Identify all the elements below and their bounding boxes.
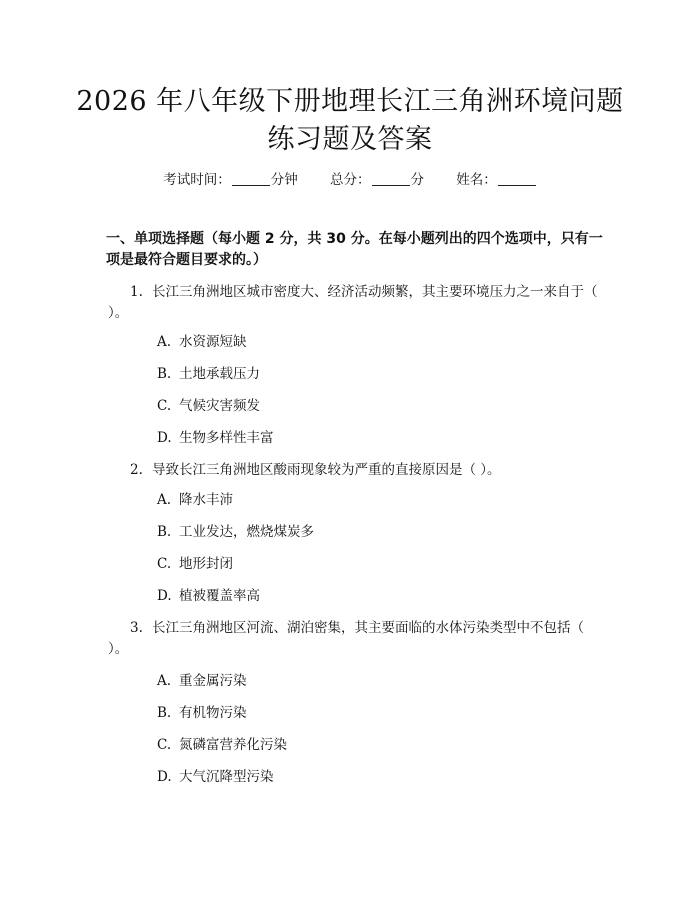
option-label: B. xyxy=(157,705,172,721)
option-text: 气候灾害频发 xyxy=(179,398,260,414)
total-score-blank xyxy=(372,172,410,186)
option-label: D. xyxy=(157,769,172,785)
option-1c xyxy=(157,396,260,416)
option-text: 土地承载压力 xyxy=(179,366,260,382)
option-label: A. xyxy=(157,673,172,689)
option-2a xyxy=(157,490,233,510)
question-stem: 长江三角洲地区河流、湖泊密集，其主要面临的水体污染类型中不包括（ ）。 xyxy=(108,620,584,657)
option-text: 生物多样性丰富 xyxy=(179,430,274,446)
option-label: D. xyxy=(157,430,172,446)
section-heading: 一、单项选择题（每小题 2 分，共 30 分。在每小题列出的四个选项中，只有一项是最符合题目要求的。） xyxy=(106,231,603,268)
option-text: 重金属污染 xyxy=(179,673,247,689)
option-label: A. xyxy=(157,492,172,508)
option-2c xyxy=(157,554,233,574)
option-1a xyxy=(157,332,247,352)
option-label: B. xyxy=(157,366,172,382)
total-score-label: 总分： xyxy=(330,172,371,188)
option-2b xyxy=(157,522,314,542)
option-text: 地形封闭 xyxy=(179,556,233,572)
option-3d xyxy=(157,767,274,787)
option-label: B. xyxy=(157,524,172,540)
question-number: 3. xyxy=(130,620,143,636)
question-3 xyxy=(108,618,608,660)
student-name-label: 姓名： xyxy=(456,172,497,188)
option-label: C. xyxy=(157,737,172,753)
option-label: C. xyxy=(157,556,172,572)
total-score-unit: 分 xyxy=(410,172,424,188)
exam-meta xyxy=(0,168,700,188)
option-label: D. xyxy=(157,588,172,604)
student-name-blank xyxy=(498,172,536,186)
question-number: 1. xyxy=(130,284,143,300)
exam-time-blank xyxy=(232,172,270,186)
option-text: 水资源短缺 xyxy=(179,334,247,350)
question-number: 2. xyxy=(130,462,143,478)
option-text: 植被覆盖率高 xyxy=(179,588,260,604)
option-3b xyxy=(157,703,247,723)
option-text: 降水丰沛 xyxy=(179,492,233,508)
option-text: 氮磷富营养化污染 xyxy=(179,737,287,753)
option-2d xyxy=(157,586,260,606)
total-score-field xyxy=(330,168,424,188)
document-title-line2: 练习题及答案 xyxy=(267,124,433,155)
option-text: 大气沉降型污染 xyxy=(179,769,274,785)
option-1b xyxy=(157,364,260,384)
question-1 xyxy=(108,282,608,324)
option-1d xyxy=(157,428,274,448)
exam-time-label: 考试时间： xyxy=(163,172,231,188)
option-3c xyxy=(157,735,287,755)
exam-time-unit: 分钟 xyxy=(270,172,298,188)
question-2 xyxy=(108,460,608,481)
option-3a xyxy=(157,671,247,691)
question-stem: 长江三角洲地区城市密度大、经济活动频繁，其主要环境压力之一来自于（ ）。 xyxy=(108,284,598,321)
student-name-field xyxy=(456,168,537,188)
option-text: 有机物污染 xyxy=(179,705,247,721)
question-stem: 导致长江三角洲地区酸雨现象较为严重的直接原因是（ ）。 xyxy=(152,462,501,478)
document-title-line1: 2026 年八年级下册地理长江三角洲环境问题 xyxy=(76,86,624,117)
option-label: C. xyxy=(157,398,172,414)
option-label: A. xyxy=(157,334,172,350)
option-text: 工业发达，燃烧煤炭多 xyxy=(179,524,314,540)
exam-time-field xyxy=(163,168,298,188)
